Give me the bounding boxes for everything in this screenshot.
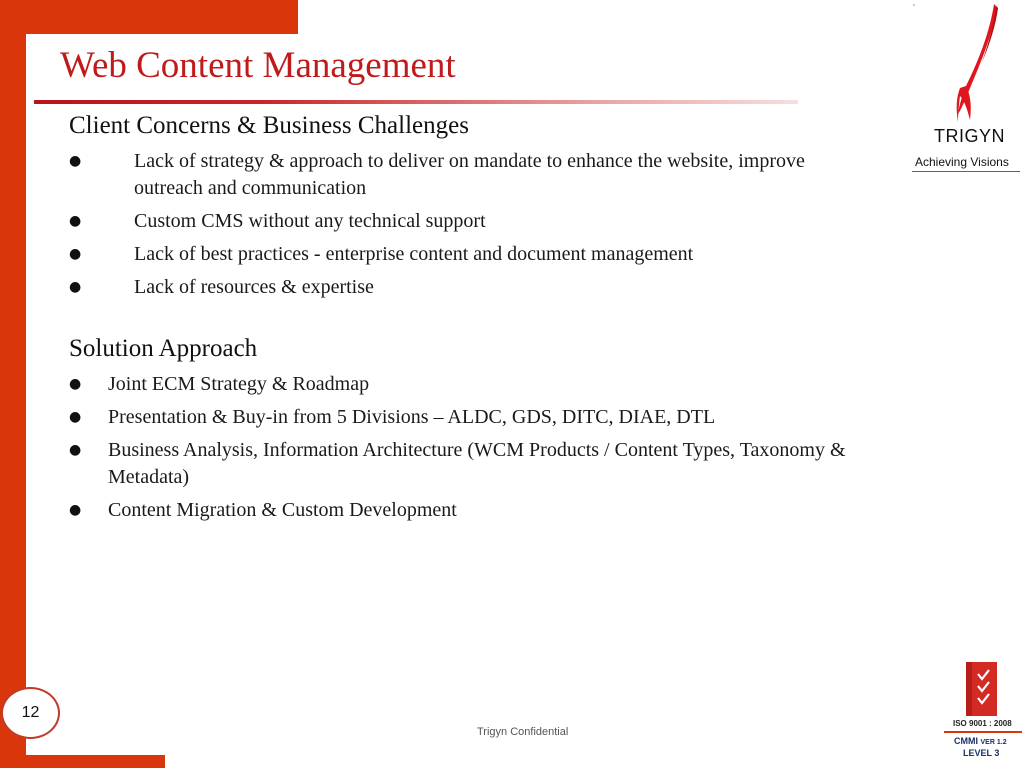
bullet-icon: ●: [69, 153, 82, 169]
bullet-icon: ●: [69, 409, 82, 425]
bullet-icon: ●: [69, 279, 82, 295]
section-heading-solution-approach: Solution Approach: [69, 335, 258, 362]
slide-title: Web Content Management: [60, 45, 456, 86]
list-item: ● Lack of best practices - enterprise content and document management: [69, 241, 859, 268]
logo-wordmark: TRIGYN: [934, 126, 1006, 146]
iso-certification-label: ISO 9001 : 2008: [953, 719, 1012, 728]
certification-divider: [944, 731, 1022, 733]
bullet-icon: ●: [69, 502, 82, 518]
logo-underline: [912, 171, 1020, 172]
frame-top-bar: [0, 0, 298, 34]
slide-content: [69, 110, 859, 524]
cmmi-label: CMMI VER 1.2: [954, 736, 1007, 746]
page-number: 12: [1, 687, 60, 739]
logo-tagline: Achieving Visions: [915, 155, 1009, 169]
list-item: ● Joint ECM Strategy & Roadmap: [69, 371, 859, 398]
frame-left-bar: [0, 0, 26, 768]
red-brush-stroke-icon: [912, 0, 1022, 176]
list-item: ● Lack of resources & expertise: [69, 274, 859, 301]
section-heading-client-concerns: Client Concerns & Business Challenges: [69, 112, 469, 139]
client-concerns-list: [69, 148, 859, 301]
list-item: ● Business Analysis, Information Architecture (WCM Products / Content Types, Taxonomy & Metadata): [69, 439, 846, 488]
title-underline: [34, 100, 798, 104]
list-item: ● Content Migration & Custom Development: [69, 497, 859, 524]
bullet-icon: ●: [69, 246, 82, 262]
list-item: ● Lack of strategy & approach to deliver on mandate to enhance the website, improve outreach and communication: [69, 150, 805, 199]
bullet-icon: ●: [69, 213, 82, 229]
cmmi-level-label: LEVEL 3: [963, 748, 1000, 758]
bullet-icon: ●: [69, 376, 82, 392]
solution-approach-list: [69, 371, 859, 524]
footer-confidential: Trigyn Confidential: [477, 726, 569, 738]
list-item: ● Custom CMS without any technical support: [69, 208, 859, 235]
bullet-icon: ●: [69, 442, 82, 458]
list-item: ● Presentation & Buy-in from 5 Divisions – ALDC, GDS, DITC, DIAE, DTL: [69, 404, 859, 431]
frame-bottom-bar: [0, 755, 165, 768]
